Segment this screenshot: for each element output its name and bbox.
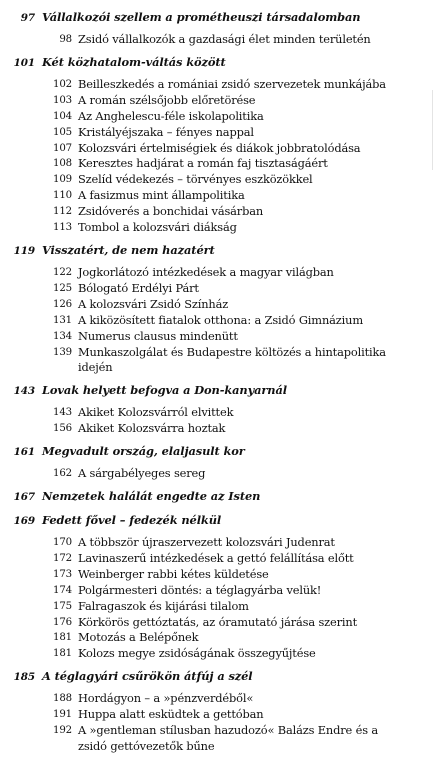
entry-page-number: 131 [53,314,72,326]
entry-page-number: 122 [53,266,72,278]
toc-entry [0,583,440,599]
toc-entry [0,421,440,437]
toc-entry [0,646,440,662]
section-title: Vállalkozói szellem a prométheuszi társadalomban [42,10,361,24]
toc-entry [0,466,440,482]
entry-page-number: 105 [53,126,72,138]
section-page-number: 101 [13,56,35,69]
entry-page-number: 104 [53,110,72,122]
entry-page-number: 188 [53,693,72,705]
entry-title: Szelíd védekezés – törvényes eszközökkel [78,172,313,187]
entry-page-number: 181 [53,648,72,660]
entry-title: Zsidó vállalkozók a gazdasági élet minden területén [78,32,371,46]
entry-title: Az Anghelescu-féle iskolapolitika [78,108,264,123]
section-title: A téglagyári csűrökön átfúj a szél [42,669,253,684]
entry-title: Akiket Kolozsvárról elvittek [78,405,234,420]
section-title: Nemzetek halálát engedte az Isten [42,489,261,504]
section-page-number: 119 [13,244,35,257]
entry-page-number: 175 [53,600,72,612]
toc-entry [0,345,440,377]
entry-page-number: 192 [53,725,72,737]
entry-title: Akiket Kolozsvárra hoztak [78,421,226,436]
entry-title: Zsidóverés a bonchidai vásárban [78,204,264,219]
toc-section [0,444,440,482]
toc-section [0,383,440,437]
toc-entry [0,707,440,723]
toc-section [0,513,440,662]
section-title: Lovak helyett befogva a Don-kanyarnál [42,383,287,398]
entry-title: Polgármesteri döntés: a téglagyárba velük! [78,582,322,597]
toc-entry [0,77,440,93]
toc-entry [0,313,440,329]
toc-entry [0,109,440,125]
entry-title: Tombol a kolozsvári diákság [78,220,237,235]
toc-entry [0,329,440,345]
section-page-number: 143 [13,385,35,398]
toc-entry [0,567,440,583]
entry-title: Beilleszkedés a romániai zsidó szervezetek munkájába [78,76,386,91]
entry-title: Weinberger rabbi kétes küldetése [78,566,269,581]
toc-entry [0,691,440,707]
entry-page-number: 176 [53,616,72,628]
toc-entry [0,125,440,141]
toc-entry [0,156,440,172]
entry-list [0,405,440,437]
entry-list [0,691,440,755]
section-heading [0,383,440,400]
toc-entry [0,93,440,109]
entry-page-number: 162 [53,468,72,480]
section-heading [0,669,440,686]
section-title: Két közhatalom-váltás között [42,54,226,69]
entry-page-number: 113 [53,222,72,234]
toc-section [0,243,440,376]
entry-page-number: 174 [53,584,72,596]
entry-page-number: 139 [53,346,72,358]
entry-title: Kristályéjszaka – fényes nappal [78,124,254,139]
entry-title: A sárgabélyeges sereg [78,466,206,481]
entry-list [0,535,440,662]
table-of-contents [0,10,440,762]
entry-page-number: 156 [53,423,72,435]
toc-entry [0,32,440,48]
entry-title: Lavinaszerű intézkedések a gettó felállítása előtt [78,550,354,565]
entry-page-number: 108 [53,158,72,170]
entry-title: Keresztes hadjárat a román faj tisztaságáért [78,156,328,171]
entry-page-number: 109 [53,174,72,186]
section-page-number: 167 [13,491,35,504]
entry-page-number: 143 [53,407,72,419]
toc-entry [0,265,440,281]
toc-entry [0,297,440,313]
entry-title: Körkörös gettóztatás, az óramutató járása szerint [78,614,358,629]
entry-page-number: 107 [53,142,72,154]
entry-page-number: 191 [53,709,72,721]
entry-title: A kolozsvári Zsidó Színház [78,296,229,311]
entry-title: Motozás a Belépőnek [78,630,199,645]
entry-page-number: 173 [53,568,72,580]
entry-page-number: 126 [53,298,72,310]
toc-section [0,10,440,48]
section-page-number: 185 [13,671,35,684]
entry-title: Hordágyon – a »pénzverdéből« [78,691,254,706]
toc-section [0,489,440,506]
entry-page-number: 103 [53,94,72,106]
entry-page-number: 102 [53,78,72,90]
entry-page-number: 98 [59,34,72,45]
toc-entry [0,188,440,204]
entry-title: Kolozsvári értelmiségiek és diákok jobbratolódása [78,140,361,155]
toc-entry [0,535,440,551]
entry-page-number: 170 [53,537,72,549]
entry-title: Falragaszok és kijárási tilalom [78,598,249,613]
section-page-number: 97 [20,12,35,24]
entry-list [0,265,440,376]
section-heading [0,55,440,72]
toc-entry [0,281,440,297]
entry-title: Kolozs megye zsidóságának összegyűjtése [78,646,316,661]
toc-entry [0,405,440,421]
section-page-number: 161 [13,446,35,459]
entry-page-number: 181 [53,632,72,644]
entry-page-number: 125 [53,282,72,294]
entry-page-number: 110 [53,190,72,202]
toc-entry [0,615,440,631]
scan-edge-shadow [432,90,433,170]
section-heading [0,513,440,530]
entry-list [0,77,440,236]
toc-entry [0,723,440,755]
section-page-number: 169 [13,515,35,528]
toc-entry [0,220,440,236]
section-heading [0,243,440,260]
entry-title: A kiközösített fiatalok otthona: a Zsidó Gimnázium [78,312,363,327]
toc-entry [0,141,440,157]
section-title: Fedett fővel – fedezék nélkül [42,513,222,528]
section-title: Visszatért, de nem hazatért [42,242,215,257]
entry-title: A fasizmus mint állampolitika [78,188,245,203]
entry-title: Jogkorlátozó intézkedések a magyar világban [78,264,334,279]
entry-title: Bólogató Erdélyi Párt [78,280,199,295]
section-heading [0,10,440,27]
entry-title: Numerus clausus mindenütt [78,328,238,343]
entry-page-number: 172 [53,552,72,564]
toc-entry [0,599,440,615]
toc-entry [0,630,440,646]
section-heading [0,444,440,461]
toc-section [0,669,440,755]
entry-list [0,32,440,48]
toc-entry [0,172,440,188]
entry-title: A többször újraszervezett kolozsvári Judenrat [78,535,335,550]
toc-section [0,55,440,236]
entry-title: Huppa alatt esküdtek a gettóban [78,707,264,722]
section-title: Megvadult ország, elaljasult kor [42,444,245,459]
entry-page-number: 112 [53,206,72,218]
entry-list [0,466,440,482]
toc-entry [0,204,440,220]
entry-title: A román szélsőjobb előretörése [78,92,256,107]
entry-title: Munkaszolgálat és Budapestre költözés a hintapolitika idején [78,344,386,375]
entry-title: A »gentleman stílusban hazudozó« Balázs Endre és a zsidó gettóvezetők bűne [78,723,378,753]
toc-entry [0,551,440,567]
entry-page-number: 134 [53,330,72,342]
section-heading [0,489,440,506]
